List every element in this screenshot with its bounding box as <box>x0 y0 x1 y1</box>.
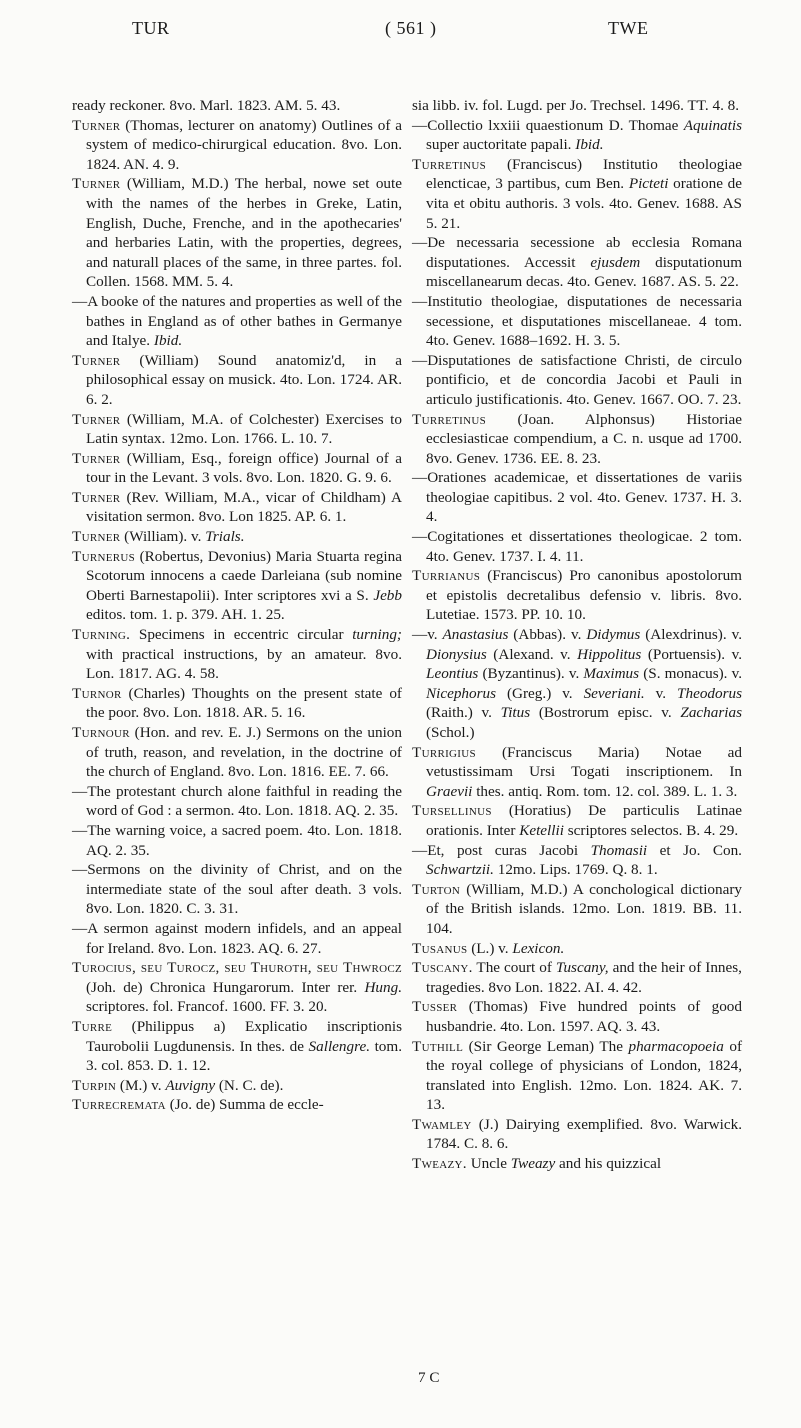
entry-text: —The warning voice, a sacred poem. 4to. Lon. 1818. AQ. 2. 35. <box>72 821 402 859</box>
entry-heading: Tursellinus <box>412 802 492 820</box>
entry-text: —Institutio theologiae, disputationes de necessaria secessione, et disputationes miscellaneae. 4 tom. 4to. Genev. 1688–1692. H. 3. 5. <box>412 292 742 350</box>
entry-italic-text: Nicephorus <box>426 684 497 702</box>
entry-text: (Thomas, lecturer on anatomy) Outlines of a system of medico-chirurgical education. 8vo. Lon. 1824. AN. 4. 9. <box>86 116 402 173</box>
running-header <box>0 18 801 54</box>
entry-text: —The protestant church alone faithful in reading the word of God : a sermon. 4to. Lon. 1818. AQ. 2. 35. <box>72 782 402 820</box>
entry-italic-text: turning; <box>352 626 402 644</box>
entry-heading: Turrianus <box>412 567 481 585</box>
entry-text: (William, M.D.) A conchological dictionary of the British islands. 12mo. Lon. 1819. BB. 11. 104. <box>426 880 742 937</box>
entry-text: sia libb. iv. fol. Lugd. per Jo. Trechsel. 1496. TT. 4. 8. <box>412 97 740 114</box>
catalogue-entry <box>72 684 402 723</box>
catalogue-entry <box>72 96 402 116</box>
entry-text: tom. 3. col. 853. D. 1. 12. <box>86 1037 402 1075</box>
entry-italic-text: Zacharias <box>680 704 742 722</box>
catalogue-entry <box>412 527 742 566</box>
entry-heading: Tweazy. <box>412 1155 467 1173</box>
right-column <box>412 96 742 1174</box>
signature-mark: 7 C <box>418 1369 440 1386</box>
entry-italic-text: Hippolitus <box>577 645 642 663</box>
entry-text: thes. antiq. Rom. tom. 12. col. 389. L. 1. 3. <box>472 782 738 800</box>
entry-heading: Tusser <box>412 998 458 1016</box>
entry-text: ready reckoner. 8vo. Marl. 1823. AM. 5. 43. <box>72 97 341 114</box>
entry-text: (William) Sound anatomiz'd, in a philosophical essay on musick. 4to. Lon. 1724. AR. 6. 2. <box>86 351 402 408</box>
catalogue-entry <box>72 292 402 351</box>
catalogue-entry <box>72 527 402 547</box>
entry-text: with practical instructions, by an amateur. 8vo. Lon. 1817. AG. 4. 58. <box>86 645 402 683</box>
entry-text: (Alexdrinus). v. <box>640 626 742 644</box>
entry-heading: Turner <box>72 116 121 134</box>
left-column <box>72 96 402 1115</box>
entry-text: (M.) v. <box>116 1076 166 1094</box>
entry-italic-text: Severiani. <box>583 684 645 702</box>
catalogue-entry <box>72 1076 402 1096</box>
catalogue-entry <box>412 801 742 840</box>
entry-italic-text: Schwartzii. <box>426 861 494 879</box>
catalogue-entry <box>72 1017 402 1076</box>
header-left-catchword: TUR <box>132 18 170 38</box>
entry-heading: Turre <box>72 1017 113 1035</box>
entry-heading: Turner <box>72 410 121 428</box>
header-right-catchword: TWE <box>608 18 649 38</box>
entry-text: —Sermons on the divinity of Christ, and on the intermediate state of the soul after death. 3 vols. 8vo. Lon. 1820. C. 3. 31. <box>72 861 402 918</box>
entry-text: Uncle <box>466 1155 511 1173</box>
catalogue-entry <box>72 449 402 488</box>
entry-italic-text: Ketellii <box>519 821 564 839</box>
entry-text: —Orationes academicae, et dissertationes de variis theologiae capitibus. 2 vol. 4to. Genev. 1737. H. 3. 4. <box>412 469 742 526</box>
entry-heading: Turrecremata <box>72 1096 166 1114</box>
entry-text: (Joh. de) Chronica Hungarorum. Inter rer. <box>86 978 365 996</box>
catalogue-entry <box>72 116 402 175</box>
entry-italic-text: Dionysius <box>426 645 487 663</box>
entry-text: scriptores selectos. B. 4. 29. <box>563 821 739 839</box>
entry-text: (Raith.) v. <box>426 704 501 722</box>
catalogue-entry <box>412 292 742 351</box>
entry-text: —A booke of the natures and properties as well of the bathes in England as of other bathes in Germanye and Italye. <box>72 292 402 350</box>
catalogue-entry <box>412 233 742 292</box>
entry-text: Specimens in eccentric circular <box>130 626 353 644</box>
page-number: ( 561 ) <box>385 18 437 38</box>
entry-text: (Jo. de) Summa de eccle- <box>165 1096 324 1114</box>
entry-text: —Collectio lxxiii quaestionum D. Thomae <box>412 116 684 134</box>
catalogue-entry <box>72 860 402 919</box>
entry-text: (Philippus a) Explicatio inscriptionis Taurobolii Lugdunensis. In thes. de <box>86 1017 402 1055</box>
entry-text: (Abbas). v. <box>508 626 587 644</box>
entry-text: (Joan. Alphonsus) Historiae ecclesiasticae compendium, a C. n. usque ad 1700. 8vo. Genev. 1736. EE. 8. 23. <box>426 410 742 467</box>
entry-text: —De necessaria secessione ab ecclesia Romana disputationes. Accessit <box>412 234 742 271</box>
entry-text: 12mo. Lips. 1769. Q. 8. 1. <box>493 861 658 879</box>
entry-italic-text: Tweazy <box>510 1155 556 1173</box>
entry-italic-text: Aquinatis <box>683 116 742 134</box>
entry-text: —A sermon against modern infidels, and an appeal for Ireland. 8vo. Lon. 1823. AQ. 6. 27. <box>72 919 402 957</box>
entry-italic-text: Auvigny <box>165 1076 216 1094</box>
entry-text: (William, M.A. of Colchester) Exercises to Latin syntax. 12mo. Lon. 1766. L. 10. 7. <box>86 410 402 448</box>
catalogue-entry <box>72 625 402 684</box>
catalogue-entry <box>72 174 402 292</box>
entry-heading: Tusanus <box>412 939 468 957</box>
entry-text: (Robertus, Devonius) Maria Stuarta regina Scotorum innocens a caede Darleiana (sub nomine Oberti Barnestapolii). Inter scriptores xvi a S. <box>86 547 402 604</box>
entry-heading: Turner <box>72 449 121 467</box>
entry-text: (William, Esq., foreign office) Journal of a tour in the Levant. 3 vols. 8vo. Lon. 1820. G. 9. 6. <box>86 449 402 487</box>
entry-italic-text: Anastasius <box>442 626 509 644</box>
catalogue-entry <box>72 351 402 410</box>
entry-heading: Turretinus <box>412 155 487 173</box>
entry-heading: Twamley <box>412 1115 472 1133</box>
entry-text: of the royal college of physicians of London, 1824, translated into English. 12mo. Lon. 1824. AK. 7. 13. <box>426 1037 743 1114</box>
entry-heading: Turner <box>72 175 121 193</box>
entry-heading: Turocius, seu Turocz, seu Thuroth, seu Thwrocz <box>72 959 402 977</box>
entry-text: (Greg.) v. <box>496 684 584 702</box>
entry-text: —Disputationes de satisfactione Christi, de circulo pontificio, et de concordia Jacobi et Pauli in articulo justificationis. 4to. Genev. 1667. OO. 7. 23. <box>412 351 742 408</box>
entry-text: (Franciscus Maria) Notae ad vetustissimam Ursi Togati inscriptionem. In <box>426 743 742 781</box>
catalogue-entry <box>412 410 742 469</box>
entry-italic-text: Titus <box>500 704 531 722</box>
entry-text: and his quizzical <box>555 1155 662 1173</box>
entry-text: —v. <box>412 626 443 644</box>
entry-heading: Turning. <box>72 626 131 644</box>
entry-heading: Turrigius <box>412 743 476 761</box>
catalogue-entry <box>72 958 402 1017</box>
entry-italic-text: Maximus <box>583 665 640 683</box>
entry-italic-text: Lexicon. <box>512 939 565 957</box>
entry-text: (Alexand. v. <box>486 645 578 663</box>
entry-italic-text: Ibid. <box>153 332 183 350</box>
entry-text: (Horatius) De particulis Latinae orationis. Inter <box>426 802 742 839</box>
entry-heading: Turton <box>412 880 461 898</box>
catalogue-entry <box>412 1115 742 1154</box>
entry-heading: Tuscany. <box>412 959 473 977</box>
catalogue-entry <box>412 566 742 625</box>
entry-heading: Turnour <box>72 724 130 741</box>
entry-italic-text: Graevii <box>426 782 473 800</box>
catalogue-entry <box>72 410 402 449</box>
entry-text: (L.) v. <box>467 939 513 957</box>
entry-text: (S. monacus). v. <box>639 665 742 683</box>
entry-text: (Charles) Thoughts on the present state of the poor. 8vo. Lon. 1818. AR. 5. 16. <box>86 684 402 722</box>
entry-italic-text: Picteti <box>628 175 669 193</box>
catalogue-entry <box>412 880 742 939</box>
catalogue-entry <box>72 547 402 625</box>
catalogue-entry <box>72 919 402 958</box>
entry-heading: Turner <box>72 488 121 506</box>
entry-italic-text: Jebb <box>373 586 402 604</box>
entry-text: super auctoritate papali. <box>426 136 576 154</box>
catalogue-entry <box>412 1037 742 1115</box>
entry-italic-text: Theodorus <box>677 684 743 702</box>
entry-italic-text: Hung. <box>364 978 402 996</box>
entry-text: —Cogitationes et dissertationes theologicae. 2 tom. 4to. Genev. 1737. I. 4. 11. <box>412 528 742 565</box>
entry-italic-text: Didymus <box>586 626 641 644</box>
entry-text: editos. tom. 1. p. 379. AH. 1. 25. <box>86 606 285 624</box>
entry-text: (J.) Dairying exemplified. 8vo. Warwick. 1784. C. 8. 6. <box>426 1115 742 1153</box>
entry-text: (Hon. and rev. E. J.) Sermons on the union of truth, reason, and revelation, in the doctrine of the church of England. 8vo. Lon. 1816. EE. 7. 66. <box>86 724 402 781</box>
entry-heading: Turretinus <box>412 410 487 428</box>
entry-text: v. <box>644 684 678 702</box>
entry-italic-text: Thomasii <box>590 841 648 859</box>
entry-heading: Turpin <box>72 1076 117 1094</box>
entry-text: —Et, post curas Jacobi <box>412 841 591 859</box>
entry-text: (Bostrorum episc. v. <box>530 704 681 722</box>
entry-text: (N. C. de). <box>215 1076 284 1094</box>
entry-heading: Turnor <box>72 684 122 702</box>
entry-text: (William). v. <box>120 528 206 546</box>
entry-italic-text: Sallengre. <box>308 1037 370 1055</box>
entry-italic-text: Trials. <box>205 528 245 546</box>
catalogue-entry <box>72 1095 402 1115</box>
catalogue-entry <box>72 821 402 860</box>
entry-text: (Schol.) <box>426 724 475 741</box>
entry-text: and the heir of Innes, tragedies. 8vo Lon. 1822. AI. 4. 42. <box>426 959 742 996</box>
entry-text: (Franciscus) Pro canonibus apostolorum et epistolis decretalibus defensio v. libris. 8vo. Lutetiae. 1573. PP. 10. 10. <box>426 567 742 624</box>
catalogue-entry <box>412 1154 742 1174</box>
entry-text: oratione de vita et obitu authoris. 3 vols. 4to. Genev. 1688. AS 5. 21. <box>426 175 742 232</box>
catalogue-entry <box>72 782 402 821</box>
catalogue-entry <box>72 488 402 527</box>
entry-text: scriptores. fol. Francof. 1600. FF. 3. 20. <box>86 998 328 1016</box>
entry-text: et Jo. Con. <box>647 841 742 859</box>
entry-heading: Turnerus <box>72 547 136 565</box>
entry-text: (Franciscus) Institutio theologiae elencticae, 3 partibus, cum Ben. <box>426 155 742 193</box>
catalogue-entry <box>412 351 742 410</box>
entry-heading: Tuthill <box>412 1037 464 1055</box>
entry-italic-text: ejusdem <box>590 253 641 271</box>
entry-text: (Portuensis). v. <box>641 645 742 663</box>
catalogue-entry <box>412 939 742 959</box>
catalogue-entry <box>412 116 742 155</box>
catalogue-entry <box>72 723 402 782</box>
entry-italic-text: Tuscany, <box>555 959 609 977</box>
entry-text: (Sir George Leman) The <box>463 1037 629 1055</box>
entry-text: (Rev. William, M.A., vicar of Childham) A visitation sermon. 8vo. Lon 1825. AP. 6. 1. <box>86 488 402 526</box>
catalogue-entry <box>412 155 742 233</box>
entry-heading: Turner <box>72 351 121 369</box>
entry-text: (Byzantinus). v. <box>478 665 584 683</box>
entry-italic-text: Leontius <box>426 665 479 683</box>
entry-text: (William, M.D.) The herbal, nowe set oute with the names of the herbes in Greke, Latin, English, Duche, Frenche, and in the apothecaries' and herbaries Latin, with the properties, degrees, and naturall places of the same, in three partes. fol. Collen. 1568. MM. 5. 4. <box>86 175 402 291</box>
catalogue-entry <box>412 743 742 802</box>
entry-text: (Thomas) Five hundred points of good husbandrie. 4to. Lon. 1597. AQ. 3. 43. <box>426 998 742 1035</box>
entry-italic-text: Ibid. <box>575 136 604 154</box>
entry-heading: Turner <box>72 528 121 546</box>
entry-text: disputationum miscellanearum decas. 4to. Genev. 1687. AS. 5. 22. <box>426 253 743 291</box>
catalogue-entry <box>412 96 742 116</box>
catalogue-entry <box>412 841 742 880</box>
entry-italic-text: pharmacopoeia <box>628 1037 724 1055</box>
catalogue-entry <box>412 997 742 1036</box>
catalogue-entry <box>412 958 742 997</box>
catalogue-entry <box>412 468 742 527</box>
entry-text: The court of <box>472 959 556 977</box>
catalogue-entry <box>412 625 742 743</box>
